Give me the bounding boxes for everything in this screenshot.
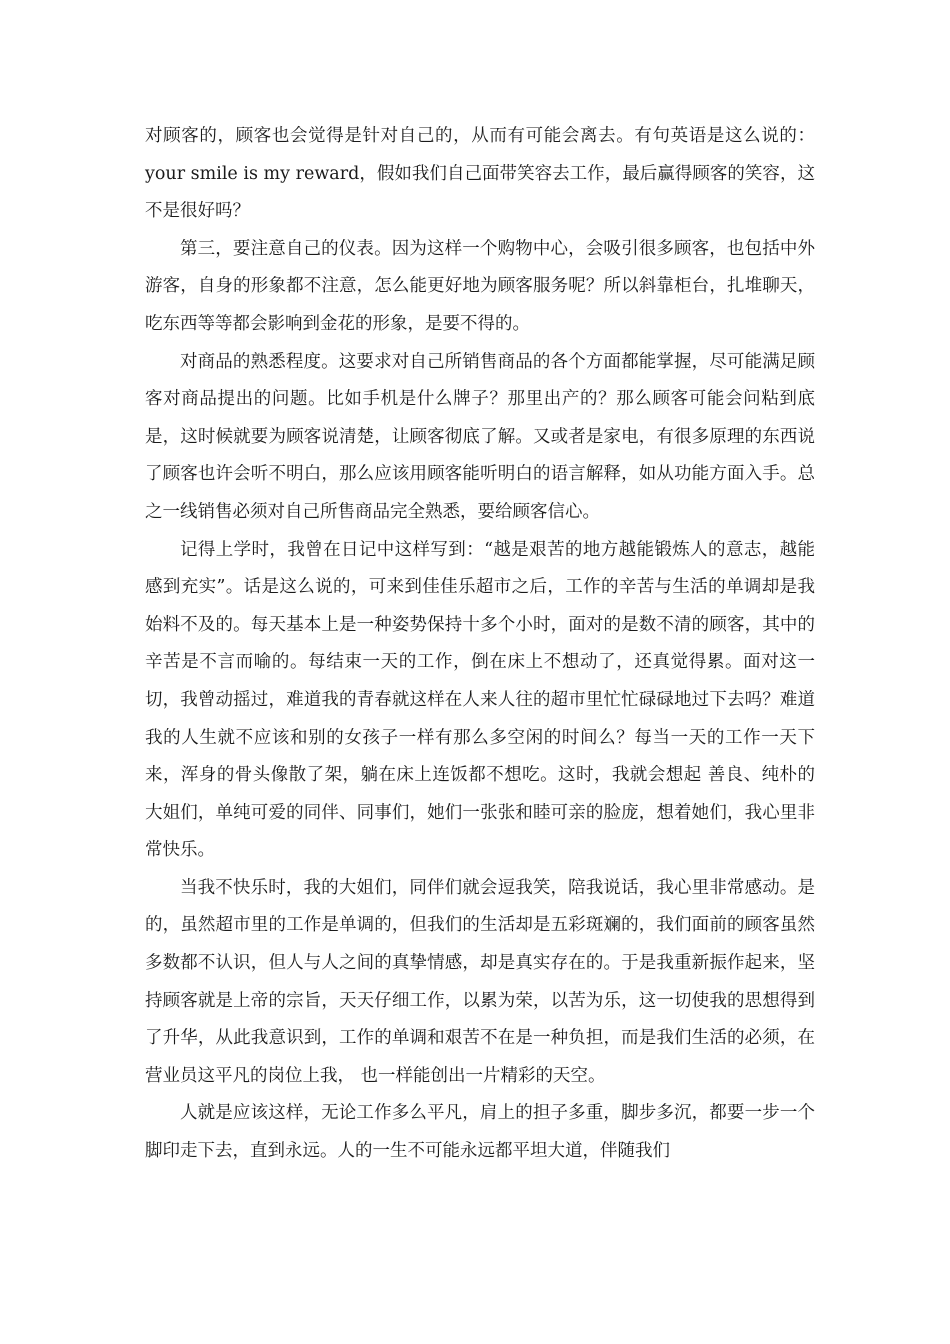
paragraph-continued: 对顾客的，顾客也会觉得是针对自己的，从而有可能会离去。有句英语是这么说的：your smile is my reward，假如我们自己面带笑容去工作，最后赢得顾客的笑容，这不是很好吗？ [145,126,815,222]
paragraph-conclusion: 人就是应该这样，无论工作多么平凡，肩上的担子多重，脚步多沉，都要一步一个脚印走下去，直到永远。人的一生不可能永远都平坦大道，伴随我们 [145,1103,815,1162]
paragraph-diary-memory: 记得上学时，我曾在日记中这样写到：“越是艰苦的地方越能锻炼人的意志，越能感到充实”。话是这么说的，可来到佳佳乐超市之后，工作的辛苦与生活的单调却是我始料不及的。每天基本上是一种姿势保持十多个小时，面对的是数不清的顾客，其中的辛苦是不言而喻的。每结束一天的工作，倒在床上不想动了，还真觉得累。面对这一切，我曾动摇过，难道我的青春就这样在人来人往的超市里忙忙碌碌地过下去吗？难道我的人生就不应该和别的女孩子一样有那么多空闲的时间么？每当一天的工作一天下来，浑身的骨头像散了架，躺在床上连饭都不想吃。这时，我就会想起 善良、纯朴的大姐们，单纯可爱的同伴、同事们，她们一张张和睦可亲的脸庞，想着她们，我心里非常快乐。 [145,539,815,861]
paragraph-appearance: 第三，要注意自己的仪表。因为这样一个购物中心，会吸引很多顾客，也包括中外游客，自身的形象都不注意，怎么能更好地为顾客服务呢？所以斜靠柜台，扎堆聊天，吃东西等等都会影响到金花的形象，是要不得的。 [145,238,815,334]
paragraph-product-knowledge: 对商品的熟悉程度。这要求对自己所销售商品的各个方面都能掌握，尽可能满足顾客对商品提出的问题。比如手机是什么牌子？那里出产的？那么顾客可能会问粘到底是，这时候就要为顾客说清楚，让顾客彻底了解。又或者是家电，有很多原理的东西说了顾客也许会听不明白，那么应该用顾客能听明白的语言解释，如从功能方面入手。总之一线销售必须对自己所售商品完全熟悉，要给顾客信心。 [145,351,815,522]
body-text [145,118,815,1171]
paragraph-encouragement: 当我不快乐时，我的大姐们，同伴们就会逗我笑，陪我说话，我心里非常感动。是的，虽然超市里的工作是单调的，但我们的生活却是五彩斑斓的，我们面前的顾客虽然多数都不认识，但人与人之间的真挚情感，却是真实存在的。于是我重新振作起来，坚持顾客就是上帝的宗旨，天天仔细工作，以累为荣，以苦为乐，这一切使我的思想得到了升华，从此我意识到，工作的单调和艰苦不在是一种负担，而是我们生活的必须，在营业员这平凡的岗位上我， 也一样能创出一片精彩的天空。 [145,877,815,1086]
